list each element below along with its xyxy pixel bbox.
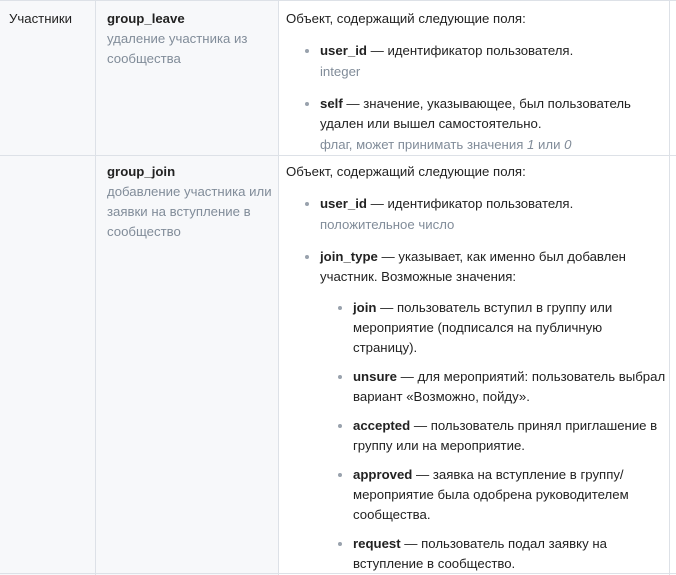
value-key: request <box>353 536 401 551</box>
event-object-cell <box>286 162 666 574</box>
value-separator: — <box>376 300 397 315</box>
field-list <box>286 41 664 155</box>
field-text: идентификатор пользователя. <box>387 196 574 211</box>
field-key: user_id <box>320 196 367 211</box>
type-value: 0 <box>564 137 572 152</box>
value-separator: — <box>412 467 433 482</box>
value-separator: — <box>400 536 422 551</box>
event-name-cell <box>107 9 272 69</box>
type-text: флаг, может принимать значения <box>320 137 527 152</box>
field-item <box>286 94 664 155</box>
object-intro: Объект, содержащий следующие поля: <box>286 11 526 26</box>
table-row <box>0 0 670 155</box>
value-text: для мероприятий: пользователь выбрал вариант «Возможно, пойду». <box>353 369 666 404</box>
field-key: join_type <box>320 249 378 264</box>
table-row <box>0 156 670 573</box>
field-separator: — <box>366 43 388 58</box>
event-name: group_join <box>107 164 176 179</box>
value-text: заявка на вступление в группу/мероприятие была одобрена руководителем сообщества. <box>353 467 629 522</box>
event-name: group_leave <box>107 11 185 26</box>
field-item <box>286 247 666 574</box>
object-intro: Объект, содержащий следующие поля: <box>286 164 526 179</box>
value-item <box>320 465 666 525</box>
type-text: или <box>534 137 565 152</box>
event-object-cell <box>286 9 664 155</box>
event-description: удаление участника из сообщества <box>107 31 248 66</box>
field-type <box>320 135 664 155</box>
value-list <box>320 298 666 574</box>
field-key: user_id <box>320 43 367 58</box>
value-item <box>320 416 666 456</box>
value-item <box>320 534 666 574</box>
field-item <box>286 41 664 82</box>
value-key: join <box>353 300 377 315</box>
field-type: положительное число <box>320 217 455 232</box>
field-list <box>286 194 666 574</box>
value-item <box>320 367 666 407</box>
field-text: значение, указывающее, был пользователь удален или вышел самостоятельно. <box>320 96 631 131</box>
field-text: указывает, как именно был добавлен участник. Возможные значения: <box>320 249 626 284</box>
field-type: integer <box>320 64 361 79</box>
value-text: пользователь вступил в группу или мероприятие (подписался на публичную страницу). <box>353 300 613 355</box>
field-key: self <box>320 96 343 111</box>
value-key: approved <box>353 467 413 482</box>
value-key: unsure <box>353 369 397 384</box>
type-value: 1 <box>527 137 535 152</box>
event-description: добавление участника или заявки на вступление в сообщество <box>107 184 272 239</box>
event-name-cell <box>107 162 272 242</box>
field-item <box>286 194 666 235</box>
field-separator: — <box>342 96 364 111</box>
value-separator: — <box>410 418 431 433</box>
value-item <box>320 298 666 358</box>
field-text: идентификатор пользователя. <box>387 43 574 58</box>
value-key: accepted <box>353 418 411 433</box>
category-label: Участники <box>9 11 73 26</box>
value-separator: — <box>396 369 418 384</box>
field-separator: — <box>366 196 388 211</box>
field-separator: — <box>377 249 399 264</box>
value-text: пользователь принял приглашение в группу или на мероприятие. <box>353 418 658 453</box>
value-text: пользователь подал заявку на вступление в сообщество. <box>353 536 607 571</box>
